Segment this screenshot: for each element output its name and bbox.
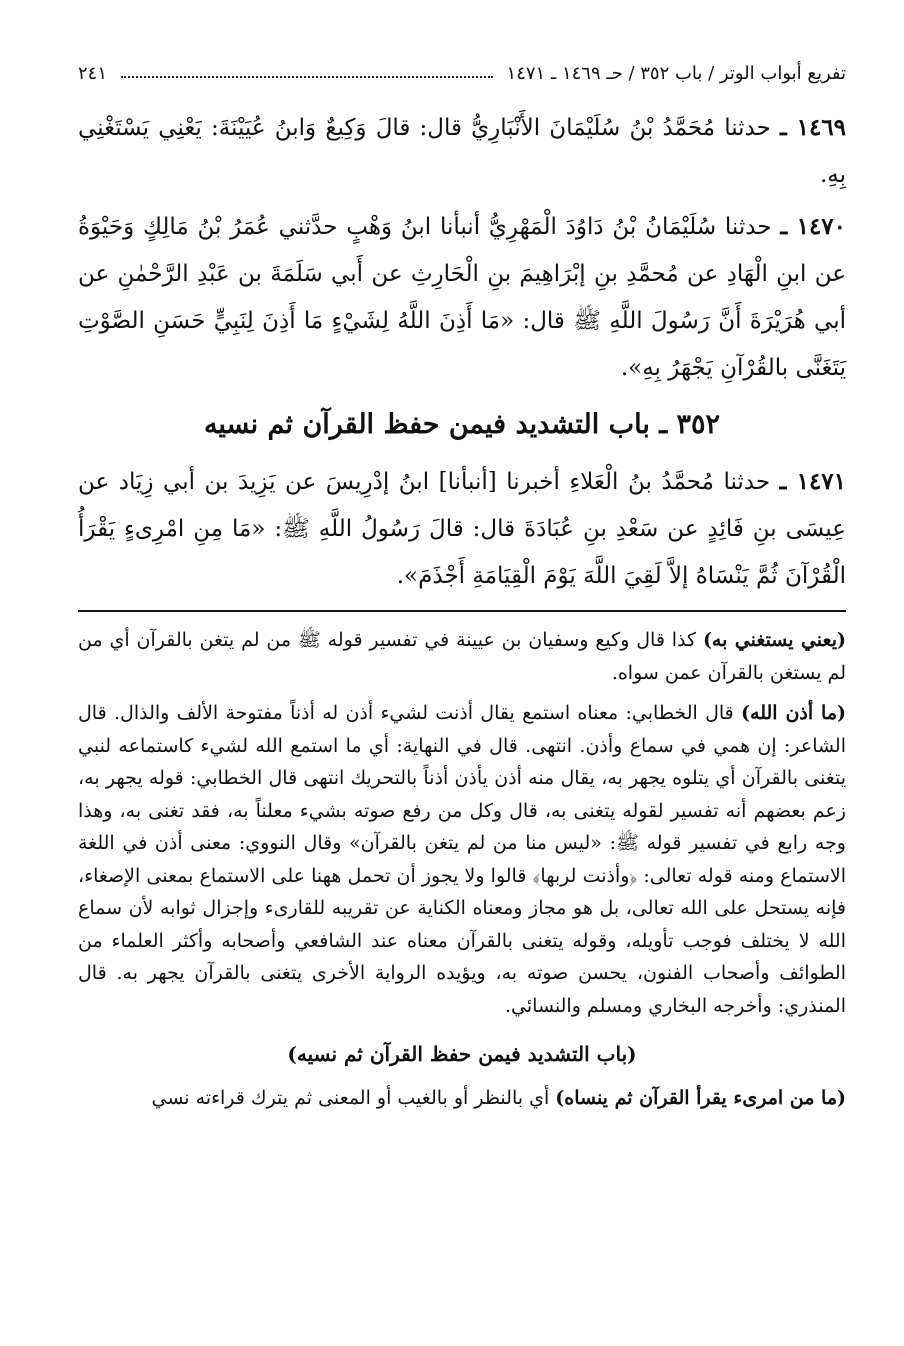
book-page [78,58,846,1123]
page-number: ٢٤١ [78,62,108,84]
commentary-note-2 [78,697,846,1022]
hadith-number: ١٤٧٠ ـ [780,213,847,240]
note-text: قال الخطابي: معناه استمع يقال أذنت لشيء أذن له أذناً مفتوحة الألف والذال. قال الشاعر: إن همي في سماع وأذن. انتهى. قال في النهاية: أي ما استمع الله لشيء كاستماعه لنبي يتغنى بالقرآن أي يتلوه يجهر به، يقال منه أذن يأذن أذناً بالتحريك انتهى قال الخطابي: قوله يجهر به، زعم بعضهم أنه تفسير لقوله يتغنى به، قال وكل من رفع صوته بشيء معلناً به، فقد تغنى به، وهذا وجه رابع في تفسير قوله ﷺ: «ليس منا من لم يتغن بالقرآن» وقال النووي: معنى أذن في اللغة الاستماع ومنه قوله تعالى: ﴿وأذنت لربها﴾ قالوا ولا يجوز أن تحمل ههنا على الاستماع بمعنى الإصغاء، فإنه يستحل على الله تعالى، بل هو مجاز ومعناه الكناية عن تقريبه للقارىء وإجزال ثوابه لأن سماع الله لا يختلف فوجب تأويله، وقوله يتغنى بالقرآن معناه عند الشافعي وأصحابه وأكثر العلماء من الطوائف وأصحاب الفنون، يحسن صوته به، ويؤيده الرواية الأخرى يتغنى بالقرآن يجهر به. قال المنذري: وأخرجه البخاري ومسلم والنسائي. [78,702,846,1017]
note-text: أي بالنظر أو بالغيب أو المعنى ثم يترك قراءته نسي [151,1087,556,1109]
commentary-note-3 [78,1082,846,1115]
hadith-text: حدثنا مُحَمَّدُ بْنُ سُلَيْمَانَ الأَنْبَارِيُّ قال: قالَ وَكِيعٌ وَابنُ عُيَيْنَةَ: يَعْنِي يَسْتَغْنِي بِهِ. [78,115,846,188]
hadith-text: حدثنا مُحمَّدُ بنُ الْعَلاءِ أخبرنا [أنبأنا] ابنُ إدْرِيسَ عن يَزِيدَ بن أبي زِيَاد عن عِيسَى بنِ فَائِدٍ عن سَعْدِ بنِ عُبَادَةَ قال: قالَ رَسُولُ اللَّهِ ﷺ: «مَا مِنِ امْرِىءٍ يَقْرَأُ الْقُرْآنَ ثُمَّ يَنْسَاهُ إلاَّ لَقِيَ اللَّهَ يَوْمَ الْقِيَامَةِ أَجْذَمَ». [78,469,846,589]
note-text: كذا قال وكيع وسفيان بن عيينة في تفسير قوله ﷺ من لم يتغن بالقرآن أي من لم يستغن بالقرآن عمن سواه. [78,629,846,684]
hadith-text: حدثنا سُلَيْمَانُ بْنُ دَاوُدَ الْمَهْرِيُّ أنبأنا ابنُ وَهْبٍ حدَّثني عُمَرُ بْنُ مَالِكٍ وَحَيْوَةُ عن ابنِ الْهَادِ عن مُحمَّدِ بنِ إبْرَاهِيمَ بنِ الْحَارِثِ عن أَبي سَلَمَةَ بن عَبْدِ الرَّحْمٰنِ عن أبي هُرَيْرَةَ أَنَّ رَسُولَ اللَّهِ ﷺ قال: «مَا أَذِنَ اللَّهُ لِشَيْءٍ مَا أَذِنَ لِنَبِيٍّ حَسَنِ الصَّوْتِ يَتَغَنَّى بالقُرْآنِ يَجْهَرُ بِهِ». [78,214,846,381]
note-keyword: (يعني يستغني به) [702,629,846,651]
commentary-chapter-heading: (باب التشديد فيمن حفظ القرآن ثم نسيه) [287,1042,637,1066]
commentary-note-1 [78,624,846,689]
hadith-number: ١٤٧١ ـ [779,468,847,495]
running-header [78,58,846,88]
hadith-number: ١٤٦٩ ـ [780,114,847,141]
chapter-title: ٣٥٢ ـ باب التشديد فيمن حفظ القرآن ثم نسيه [203,409,721,440]
hadith-1469 [78,104,846,199]
footnote-divider [78,610,846,612]
hadith-1471 [78,458,846,600]
hadith-1470 [78,203,846,392]
note-keyword: (ما من امرىء يقرأ القرآن ثم ينساه) [555,1087,846,1109]
leader-dots [121,76,493,78]
running-title: تفريع أبواب الوتر / باب ٣٥٢ / حـ ١٤٦٩ ـ ١٤٧١ [506,62,846,84]
note-keyword: (ما أذن الله) [741,702,846,724]
